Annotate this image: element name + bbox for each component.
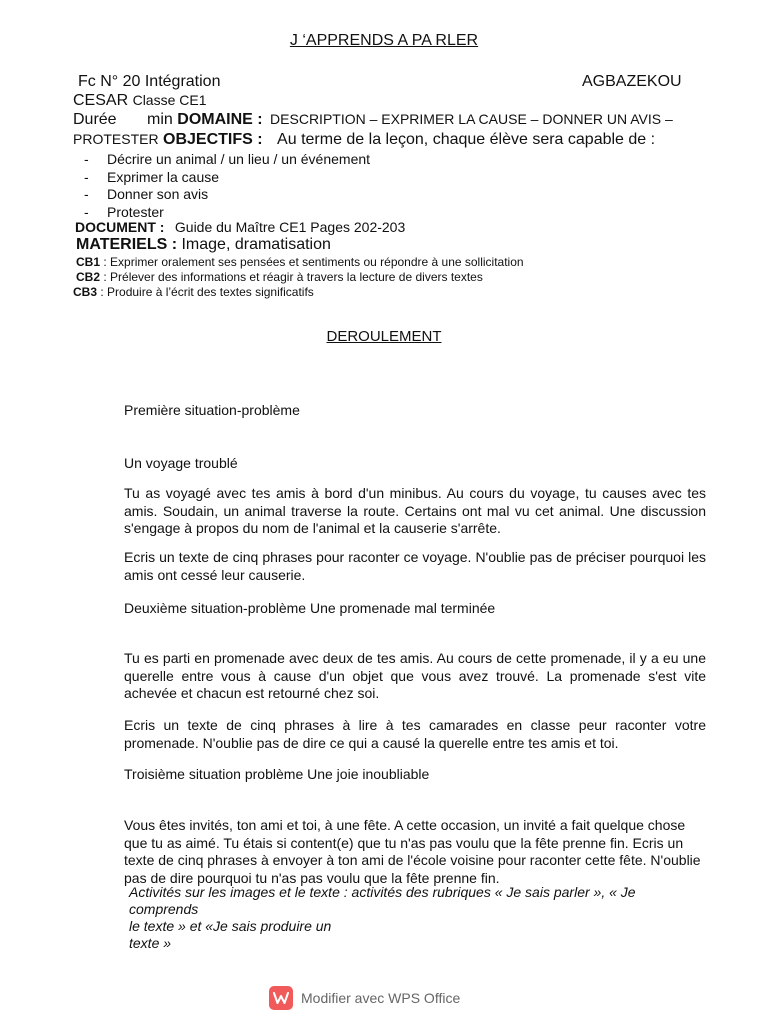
materials-line (76, 236, 331, 254)
document-value: Guide du Maître CE1 Pages 202-203 (174, 219, 406, 235)
objectives-list (84, 151, 370, 221)
document-label: DOCUMENT : (75, 219, 165, 235)
cb3-code: CB3 (73, 285, 98, 299)
minutes-label: min (147, 111, 173, 128)
duration-label: Durée (73, 111, 117, 128)
cb2-line (76, 270, 483, 284)
cb3-line (73, 285, 314, 299)
materials-label: MATERIELS : (76, 236, 178, 253)
objective-item: - Donner son avis (84, 186, 370, 204)
section-heading: DEROULEMENT (326, 328, 442, 345)
materials-value: Image, dramatisation (181, 236, 331, 253)
author-first-name: CESAR (73, 92, 129, 109)
objectives-line (73, 131, 655, 149)
situation-2-paragraph-1: Tu es parti en promenade avec deux de tes amis. Au cours de cette promenade, il y a eu une querelle entre vous à cause d'un objet que vous avez trouvé. La promenade s'est vite achevée et chacun est retourné chez soi. (124, 650, 706, 701)
objective-item: - Exprimer la cause (84, 169, 370, 187)
wps-w-glyph-icon (273, 992, 289, 1004)
situation-3-paragraph-1: Vous êtes invités, ton ami et toi, à une fête. A cette occasion, un invité a fait quelque chose que tu as aimé. Tu étais si content(e) que tu n'as pas voulu que la fête prenne fin. Ecris un texte de cinq phrases à envoyer à ton ami de l'école voisine pour raconter cette fête. N'oublie pas de dire pourquoi tu n'as pas voulu que la fête prenne fin. (124, 817, 701, 886)
author-last-name: AGBAZEKOU (582, 73, 682, 90)
domain-value-cont: PROTESTER (73, 131, 159, 147)
domain-line (73, 111, 673, 129)
wps-office-logo-icon (269, 986, 293, 1010)
wps-edit-text: Modifier avec WPS Office (301, 990, 461, 1006)
objectives-intro: Au terme de la leçon, chaque élève sera capable de : (277, 131, 656, 148)
situation-3-title: Troisième situation problème Une joie inoubliable (124, 766, 430, 782)
objective-item: - Décrire un animal / un lieu / un événement (84, 151, 370, 169)
situation-2-title: Deuxième situation-problème Une promenade mal terminée (124, 600, 496, 616)
cb1-text: : Exprimer oralement ses pensées et sentiments ou répondre à une sollicitation (100, 255, 524, 269)
fiche-number: Fc N° 20 Intégration (78, 73, 221, 90)
domain-value: DESCRIPTION – EXPRIMER LA CAUSE – DONNER UN AVIS – (270, 111, 673, 127)
cb1-code: CB1 (76, 255, 101, 269)
domain-label: DOMAINE : (177, 111, 263, 128)
situation-1-subtitle: Un voyage troublé (124, 455, 238, 471)
cb2-text: : Prélever des informations et réagir à travers la lecture de divers textes (100, 270, 483, 284)
activities-line-1: Activités sur les images et le texte : activités des rubriques « Je sais parler », « Je (129, 884, 636, 900)
class-label: Classe CE1 (132, 92, 207, 108)
cb2-code: CB2 (76, 270, 101, 284)
author-line (73, 92, 207, 110)
situation-1-paragraph-1: Tu as voyagé avec tes amis à bord d'un minibus. Au cours du voyage, tu causes avec tes amis. Soudain, un animal traverse la route. Certains ont mal vu cet animal. Une discussion s'engage à propos du nom de l'animal et la causerie s'arrête. (124, 485, 706, 536)
situation-1-paragraph-2: Ecris un texte de cinq phrases pour raconter ce voyage. N'oublie pas de préciser pourquoi les amis ont cessé leur causerie. (124, 549, 706, 583)
cb3-text: : Produire à l’écrit des textes significatifs (97, 285, 314, 299)
activities-line-3: le texte » et «Je sais produire un (129, 918, 332, 934)
situation-1-title: Première situation-problème (124, 402, 300, 418)
situation-2-paragraph-2: Ecris un texte de cinq phrases à lire à tes camarades en classe peur raconter votre promenade. N'oublie pas de dire ce qui a causé la querelle entre tes amis et toi. (124, 717, 706, 751)
objectives-label: OBJECTIFS : (163, 131, 263, 148)
objective-item: - Protester (84, 204, 370, 222)
activities-line-4: texte » (129, 935, 172, 951)
page-title: J ‘APPRENDS A PA RLER (289, 32, 479, 49)
wps-edit-badge[interactable] (269, 986, 460, 1010)
activities-line-2: comprends (129, 901, 199, 917)
cb1-line (76, 255, 524, 269)
document-line (75, 219, 405, 237)
